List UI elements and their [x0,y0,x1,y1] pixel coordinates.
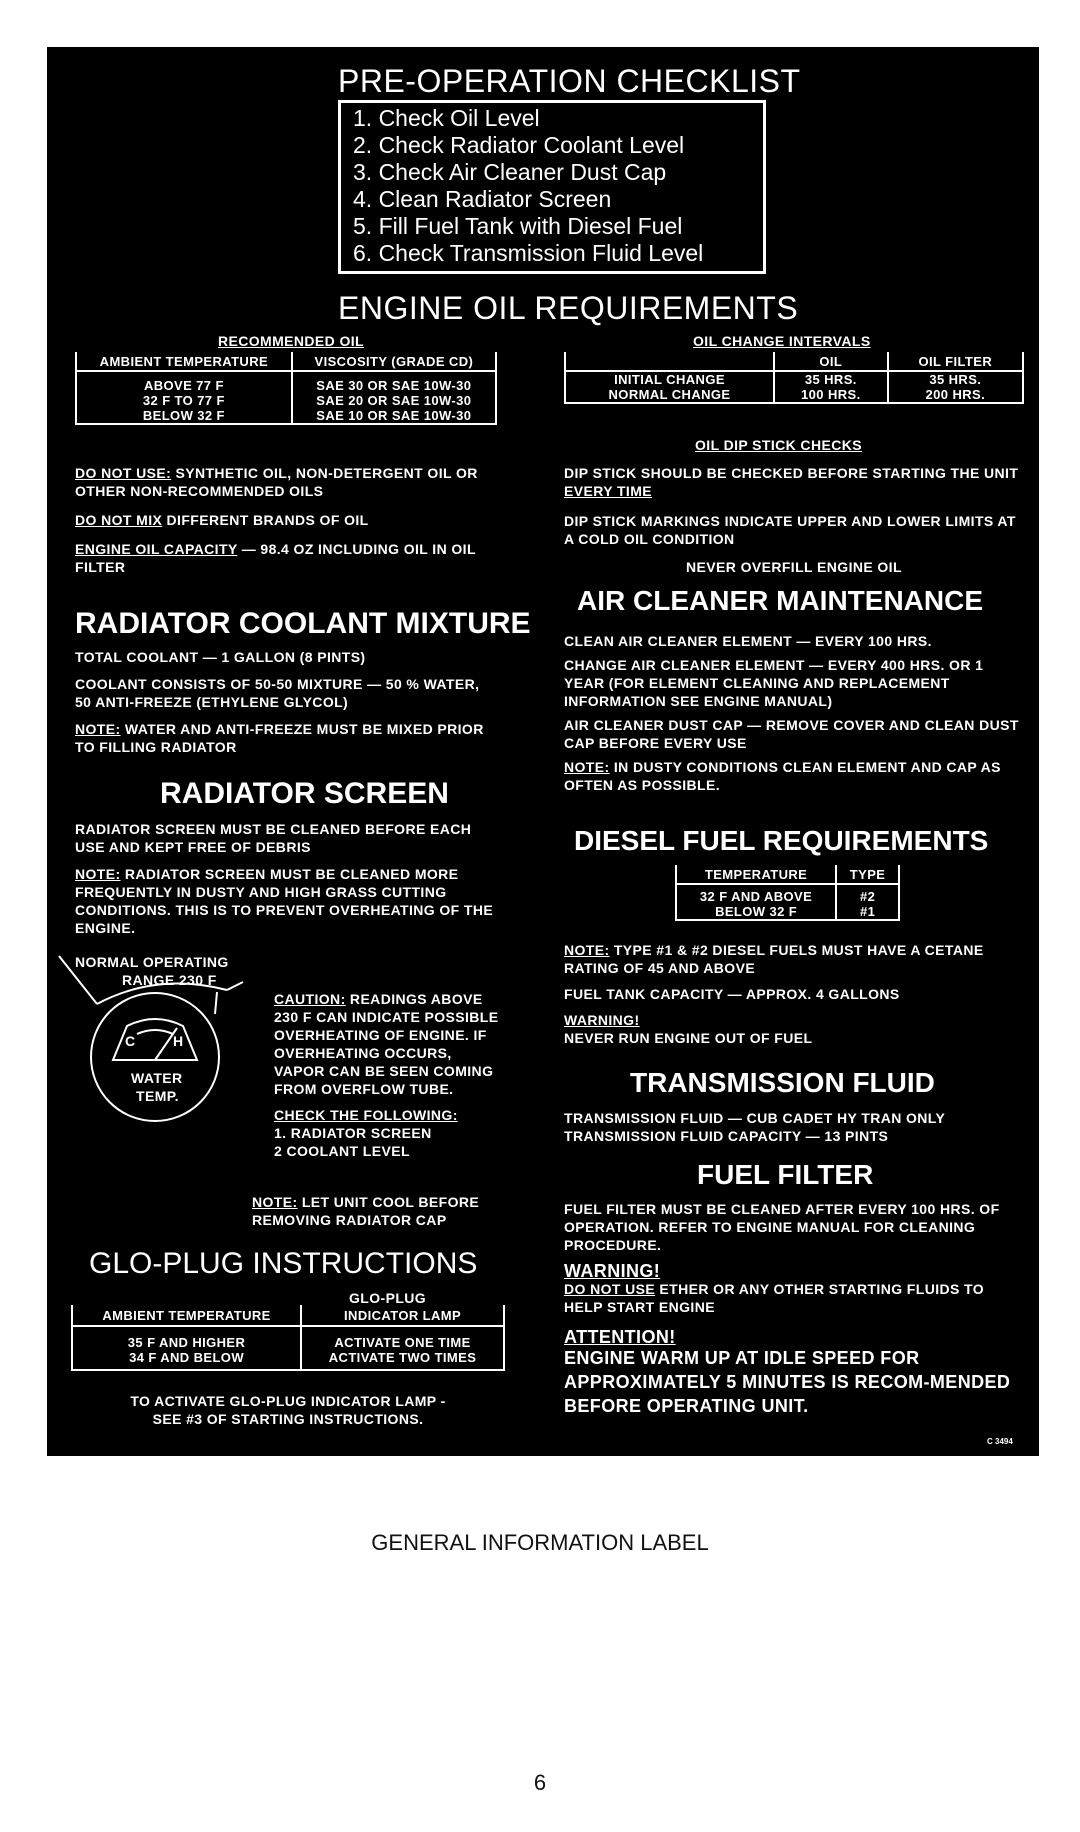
fuel-filter-text [564,1200,1024,1418]
glo-plug-footer-line: TO ACTIVATE GLO-PLUG INDICATOR LAMP - [130,1393,446,1409]
do-not-use-ether: DO NOT USE [564,1281,656,1297]
fuel-filter-line: FUEL FILTER MUST BE CLEANED AFTER EVERY 100 HRS. OF OPERATION. REFER TO ENGINE MANUAL FOR CLEANING PROCEDURE. [564,1201,1000,1253]
oil-notes [75,464,495,576]
air-cleaner-note-text: IN DUSTY CONDITIONS CLEAN ELEMENT AND CAP AS OFTEN AS POSSIBLE. [564,759,1001,793]
transmission-line: TRANSMISSION FLUID CAPACITY — 13 PINTS [564,1128,889,1144]
check-item: 2 COOLANT LEVEL [274,1143,410,1159]
oil-table-cell: SAE 30 OR SAE 10W-30 [292,371,496,393]
fuel-filter-title: FUEL FILTER [697,1159,874,1190]
caution-block [274,990,504,1160]
interval-table-cell: INITIAL CHANGE [565,371,774,387]
diesel-table-cell: #2 [836,884,899,904]
do-not-mix-text: DIFFERENT BRANDS OF OIL [162,512,369,528]
glo-plug-footer [71,1392,505,1428]
radiator-coolant-title: RADIATOR COOLANT MIXTURE [75,607,531,640]
glo-plug-cell: ACTIVATE ONE TIME [301,1326,504,1350]
oil-table-cell: BELOW 32 F [76,408,292,424]
recommended-oil-heading: RECOMMENDED OIL [218,333,364,349]
dipstick-every-time: EVERY TIME [564,483,653,499]
page-number: 6 [533,1770,547,1795]
dipstick-heading: OIL DIP STICK CHECKS [695,437,862,453]
oil-table-header: VISCOSITY (GRADE CD) [292,352,496,371]
coolant-note-label: NOTE: [75,721,121,737]
radiator-screen-note-text: RADIATOR SCREEN MUST BE CLEANED MORE FREQUENTLY IN DUSTY AND HIGH GRASS CUTTING CONDITIONS. THIS IS TO PREVENT OVERHEATING OF THE ENGINE. [75,866,494,936]
dipstick-text: DIP STICK MARKINGS INDICATE UPPER AND LOWER LIMITS AT A COLD OIL CONDITION [564,513,1016,547]
glo-plug-header-top: GLO-PLUG [349,1290,427,1306]
glo-plug-table [71,1305,505,1371]
figure-caption: GENERAL INFORMATION LABEL [371,1530,709,1555]
glo-plug-footer-line: SEE #3 OF STARTING INSTRUCTIONS. [152,1411,424,1427]
oil-capacity-label: ENGINE OIL CAPACITY [75,541,238,557]
oil-table-cell: ABOVE 77 F [76,371,292,393]
diesel-fuel-text [564,941,1024,1047]
interval-table-header: OIL [774,352,888,371]
cool-note [252,1193,512,1229]
oil-table-header: AMBIENT TEMPERATURE [76,352,292,371]
coolant-line: COOLANT CONSISTS OF 50-50 MIXTURE — 50 % WATER, 50 ANTI-FREEZE (ETHYLENE GLYCOL) [75,676,480,710]
air-cleaner-line: AIR CLEANER DUST CAP — REMOVE COVER AND CLEAN DUST CAP BEFORE EVERY USE [564,717,1019,751]
fuel-tank-capacity: FUEL TANK CAPACITY — APPROX. 4 GALLONS [564,986,900,1002]
attention-label: ATTENTION! [564,1327,676,1347]
air-cleaner-note-label: NOTE: [564,759,610,775]
fuel-filter-warning-label: WARNING! [564,1261,661,1281]
checklist-item: 4. Clean Radiator Screen [353,186,612,212]
radiator-screen-title: RADIATOR SCREEN [160,777,449,810]
transmission-title: TRANSMISSION FLUID [630,1067,935,1098]
air-cleaner-line: CHANGE AIR CLEANER ELEMENT — EVERY 400 HRS. OR 1 YEAR (FOR ELEMENT CLEANING AND REPLACEMENT INFORMATION SEE ENGINE MANUAL) [564,657,984,709]
do-not-use-label: DO NOT USE: [75,465,172,481]
checklist-item: 3. Check Air Cleaner Dust Cap [353,159,667,185]
diesel-note-text: TYPE #1 & #2 DIESEL FUELS MUST HAVE A CETANE RATING OF 45 AND ABOVE [564,942,984,976]
dipstick-notes [564,464,1024,576]
interval-table-cell: 35 HRS. [774,371,888,387]
diesel-warning-label: WARNING! [564,1012,640,1028]
diesel-table-cell: 32 F AND ABOVE [676,884,836,904]
glo-plug-header: INDICATOR LAMP [301,1305,504,1326]
interval-table-header [565,352,774,371]
interval-table-header: OIL FILTER [888,352,1023,371]
engine-oil-title: ENGINE OIL REQUIREMENTS [338,290,799,326]
diesel-fuel-title: DIESEL FUEL REQUIREMENTS [574,825,989,856]
air-cleaner-text [564,632,1024,794]
diesel-fuel-table [675,865,900,921]
checklist-title: PRE-OPERATION CHECKLIST [338,63,801,99]
radiator-coolant-text [75,648,495,756]
oil-change-intervals-table [564,352,1024,404]
coolant-note-text: WATER AND ANTI-FREEZE MUST BE MIXED PRIOR TO FILLING RADIATOR [75,721,484,755]
gauge-c-label: C [125,1033,136,1049]
glo-plug-cell: 35 F AND HIGHER [72,1326,301,1350]
check-item: 1. RADIATOR SCREEN [274,1125,432,1141]
do-not-use-text: SYNTHETIC OIL, NON-DETERGENT OIL OR OTHER NON-RECOMMENDED OILS [75,465,478,499]
radiator-screen-line: RADIATOR SCREEN MUST BE CLEANED BEFORE EACH USE AND KEPT FREE OF DEBRIS [75,821,472,855]
oil-table-cell: 32 F TO 77 F [76,393,292,408]
diesel-note-label: NOTE: [564,942,610,958]
radiator-screen-note-label: NOTE: [75,866,121,882]
checklist-item: 5. Fill Fuel Tank with Diesel Fuel [353,213,683,239]
general-information-label [47,47,1039,1456]
glo-plug-cell: 34 F AND BELOW [72,1350,301,1370]
gauge-water-label: WATER [131,1070,183,1086]
checklist-item: 2. Check Radiator Coolant Level [353,132,685,158]
glo-plug-cell: ACTIVATE TWO TIMES [301,1350,504,1370]
check-following-label: CHECK THE FOLLOWING: [274,1107,458,1123]
normal-range-value: RANGE 230 F [122,972,217,988]
cool-note-text: LET UNIT COOL BEFORE REMOVING RADIATOR CAP [252,1194,480,1228]
oil-table-cell: SAE 20 OR SAE 10W-30 [292,393,496,408]
interval-table-cell: 35 HRS. [888,371,1023,387]
interval-table-cell: 200 HRS. [888,387,1023,403]
dipstick-text: DIP STICK SHOULD BE CHECKED BEFORE STARTING THE UNIT [564,465,1019,481]
attention-text: ENGINE WARM UP AT IDLE SPEED FOR APPROXIMATELY 5 MINUTES IS RECOM-MENDED BEFORE OPERATING UNIT. [564,1348,1011,1416]
diesel-table-cell: BELOW 32 F [676,904,836,920]
never-overfill-text: NEVER OVERFILL ENGINE OIL [686,559,902,575]
diesel-table-header: TYPE [836,865,899,884]
gauge-temp-label: TEMP. [136,1088,179,1104]
recommended-oil-table [75,352,497,425]
corner-code: C 3494 [987,1437,1013,1446]
checklist-item: 1. Check Oil Level [353,105,540,131]
interval-table-cell: 100 HRS. [774,387,888,403]
normal-range-label: NORMAL OPERATING [75,954,229,970]
checklist-item: 6. Check Transmission Fluid Level [353,240,704,266]
fuel-filter-warning-text: ETHER OR ANY OTHER STARTING FLUIDS TO HELP START ENGINE [564,1281,985,1315]
radiator-screen-text [75,820,495,937]
cool-note-label: NOTE: [252,1194,298,1210]
glo-plug-title: GLO-PLUG INSTRUCTIONS [89,1247,478,1280]
do-not-mix-label: DO NOT MIX [75,512,163,528]
oil-table-cell: SAE 10 OR SAE 10W-30 [292,408,496,424]
diesel-table-cell: #1 [836,904,899,920]
oil-change-intervals-heading: OIL CHANGE INTERVALS [693,333,871,349]
diesel-table-header: TEMPERATURE [676,865,836,884]
transmission-line: TRANSMISSION FLUID — CUB CADET HY TRAN ONLY [564,1110,946,1126]
checklist-box [338,100,766,274]
air-cleaner-line: CLEAN AIR CLEANER ELEMENT — EVERY 100 HRS. [564,633,932,649]
caution-text: READINGS ABOVE 230 F CAN INDICATE POSSIBLE OVERHEATING OF ENGINE. IF OVERHEATING OCCURS, VAPOR CAN BE SEEN COMING FROM OVERFLOW TUBE. [274,991,499,1097]
oil-capacity-text: — 98.4 OZ INCLUDING OIL IN OIL FILTER [75,541,476,575]
caution-label: CAUTION: [274,991,346,1007]
glo-plug-header: AMBIENT TEMPERATURE [72,1305,301,1326]
gauge-h-label: H [173,1033,184,1049]
air-cleaner-title: AIR CLEANER MAINTENANCE [577,585,983,616]
interval-table-cell: NORMAL CHANGE [565,387,774,403]
transmission-text [564,1109,1024,1145]
diesel-warning-text: NEVER RUN ENGINE OUT OF FUEL [564,1030,813,1046]
coolant-line: TOTAL COOLANT — 1 GALLON (8 PINTS) [75,649,366,665]
